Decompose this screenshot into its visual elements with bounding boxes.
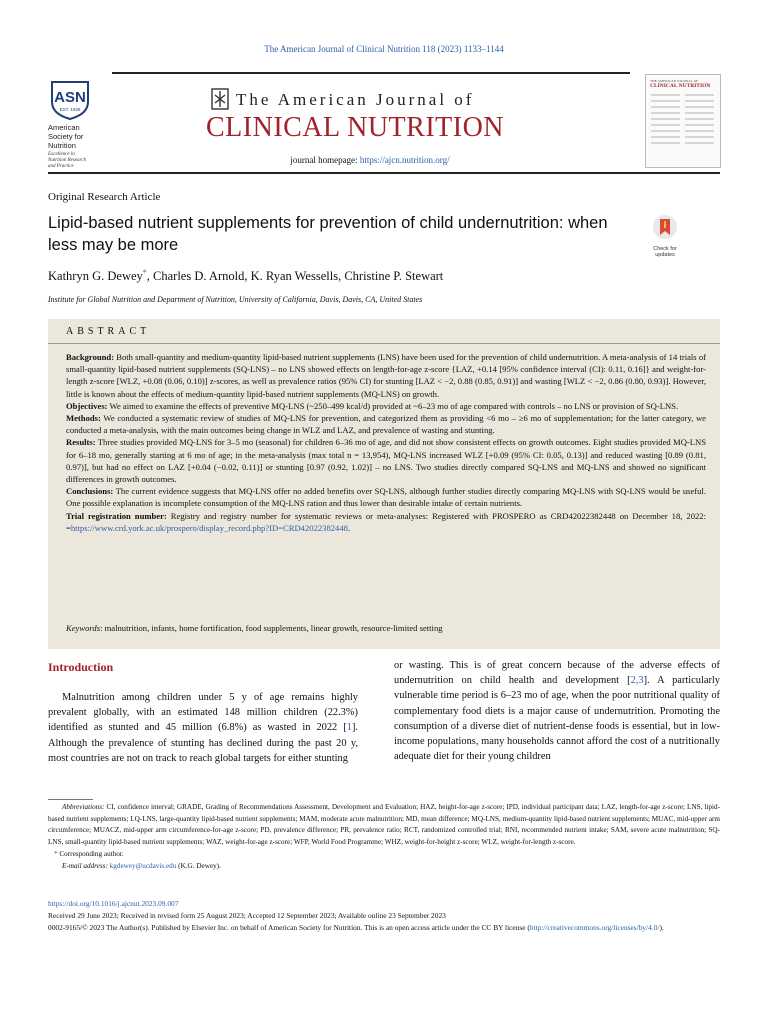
- journal-emblem-icon: [209, 86, 231, 112]
- society-tagline-line: and Practice: [48, 164, 74, 169]
- abstract-text: The current evidence suggests that MQ-LNS offer no added benefits over SQ-LNS, although further studies directly comparing MQ-LNS with SQ-LNS would be useful. One possible explanation is incomplete consumption of the MQ-LNS ration and thus lower than desirable intake of certain nutrients.: [66, 486, 706, 509]
- cover-title: CLINICAL NUTRITION: [650, 83, 711, 89]
- asn-shield-icon: [48, 80, 92, 120]
- keywords: [66, 623, 706, 633]
- society-name-line: American: [48, 123, 80, 132]
- corresponding-footnote: [48, 849, 720, 861]
- abbrev-label: Abbreviations:: [62, 803, 105, 811]
- article-title: Lipid-based nutrient supplements for prevention of child undernutrition: when less may be more: [48, 214, 608, 254]
- introduction-heading: Introduction: [48, 660, 114, 674]
- society-name-line: Nutrition: [48, 141, 76, 150]
- journal-title-line1: The American Journal of: [236, 90, 475, 109]
- check-updates-line: Check for: [653, 246, 677, 252]
- email-link[interactable]: kgdewey@ucdavis.edu: [109, 861, 177, 870]
- check-for-updates-badge[interactable]: [645, 213, 685, 258]
- email-footnote: [48, 861, 720, 873]
- society-tagline-line: Excellence in: [48, 152, 75, 157]
- abstract-label: Trial registration number:: [66, 510, 167, 521]
- prospero-link[interactable]: https://www.crd.york.ac.uk/prospero/display_record.php?ID=CRD42022382448: [70, 522, 348, 533]
- abbreviations-footnote: [48, 802, 720, 849]
- author-affiliation: Institute for Global Nutrition and Department of Nutrition, University of California, Davis, Davis, CA, United States: [48, 295, 423, 304]
- footnote-rule: [48, 799, 93, 800]
- abstract-label: Objectives:: [66, 400, 108, 411]
- abstract-label: Results:: [66, 437, 96, 448]
- publication-info: [48, 898, 720, 934]
- header-rule-top: [112, 72, 630, 74]
- abstract-conclusions: [66, 485, 706, 509]
- homepage-link[interactable]: https://ajcn.nutrition.org/: [359, 155, 450, 165]
- abstract-heading: ABSTRACT: [66, 326, 151, 337]
- author-list: [48, 268, 443, 284]
- citation-link[interactable]: 1: [346, 722, 352, 734]
- abbrev-text: CI, confidence interval; GRADE, Grading of Recommendations Assessment, Development and Evaluation; HAZ, height-for-age z-score; IPD, individual participant data; LAZ, length-for-age z-score; LNS, lipid-based nutrient supplements; LQ-LNS, large-quantity lipid-based nutrient supplements; MAM, moderate acute malnutrition; MD, mean difference; MQ-LNS, medium-quantity lipid-based nutrient supplements; MUAC, mid-upper arm circumference; MUACZ, mid-upper arm circumference-for-age z-score; PD, prevalence difference; PR, prevalence ratio; RCT, randomized controlled trial; RNI, recommended nutrient intake; SAM, severe acute malnutrition; SQ-LNS, small-quantity lipid-based nutrient supplements; WAZ, weight-for-age z-score; WFP, World Food Programme; WHZ, weight-for-height z-score; WLZ, weight-for-length z-score.: [48, 803, 720, 847]
- abstract-text: Registry and registry number for systematic reviews or meta-analyses: Registered with PROSPERO as CRD42022382448 on December 18, 2022: =: [66, 510, 706, 533]
- header-rule-bottom: [48, 172, 720, 174]
- intro-text: or wasting. This is of great concern because of the adverse effects of undernutrition on child health and development [: [394, 660, 720, 687]
- abstract-text: Both small-quantity and medium-quantity lipid-based nutrient supplements (LNS) have been used for the prevention of child undernutrition. A meta-analysis of 14 trials of small-quantity lipid-based nutrient supplements (SQ-LNS) – no LNS showed effects on length-for-age z-score {LAZ, +0.14 [95% confidence interval (CI): 0.11, 0.16]} and weight-for-length z-score [WLZ, +0.08 (0.06, 0.10)] z-scores, as well as prevalence ratios (95% CI) for stunting [LAZ < −2, 0.88 (0.85, 0.91)] and wasting [WLZ < −2, 0.86 (0.80, 0.93)]. However, little is known about the effects of medium-quantity lipid-based nutrient supplements (MQ-LNS) on growth.: [66, 352, 706, 399]
- abstract-divider: [48, 343, 720, 344]
- check-updates-line: updates: [655, 252, 675, 258]
- corresponding-author-mark[interactable]: *: [142, 268, 147, 277]
- abstract-trial: [66, 510, 706, 534]
- doi-link[interactable]: https://doi.org/10.1016/j.ajcnut.2023.09.007: [48, 899, 179, 908]
- journal-cover-thumbnail[interactable]: [645, 74, 721, 168]
- homepage-label: journal homepage:: [290, 155, 360, 165]
- cover-text-lines: [646, 89, 720, 157]
- intro-text: ]. A particularly vulnerable time period is 6–23 mo of age, when the poor nutritional quality of complementary food diets is a major cause of undernutrition. Promoting the consumption of a diverse diet of nutrient-dense foods is essential, but in low-income populations, many households cannot afford the cost of a nutritionally adequate diet for their young children: [394, 675, 721, 763]
- intro-column-right: [394, 658, 720, 764]
- abstract-results: [66, 436, 706, 485]
- license-statement: [48, 922, 720, 934]
- intro-text: Malnutrition among children under 5 y of age remains highly prevalent globally, with an estimated 148 million children (22.3%) identified as stunted and 45 million (6.8%) as wasted in 2022 [: [48, 692, 358, 734]
- bookmark-icon: [645, 213, 685, 241]
- abstract-label: Methods:: [66, 413, 101, 424]
- author-rest: , Charles D. Arnold, K. Ryan Wessells, Christine P. Stewart: [146, 269, 444, 284]
- keywords-label: Keywords: [66, 623, 101, 633]
- intro-paragraph: [394, 658, 720, 764]
- license-text: 0002-9165/© 2023 The Author(s). Published by Elsevier Inc. on behalf of American Society for Nutrition. This is an open access article under the CC BY license (: [48, 923, 530, 932]
- email-owner: (K.G. Dewey).: [176, 861, 221, 870]
- publication-dates: Received 29 June 2023; Received in revised form 25 August 2023; Accepted 12 September 2023; Available online 23 September 2023: [48, 911, 446, 920]
- license-link[interactable]: http://creativecommons.org/licenses/by/4.0/: [529, 923, 660, 932]
- corresponding-text: Corresponding author.: [57, 849, 124, 858]
- society-tagline-line: Nutrition Research: [48, 158, 87, 163]
- abstract-background: [66, 351, 706, 400]
- footnotes: [48, 802, 720, 872]
- intro-paragraph: [48, 690, 358, 766]
- asn-logo: [48, 80, 92, 125]
- article-type: Original Research Article: [48, 191, 161, 203]
- cover-title-small: THE AMERICAN JOURNAL OF: [650, 79, 699, 83]
- abstract-methods: [66, 412, 706, 436]
- abstract-label: Conclusions:: [66, 486, 114, 497]
- intro-text: ]. Although the prevalence of stunting has declined during the past 20 y, most countries are not on track to reach global targets for either stunting: [48, 722, 358, 764]
- intro-column-left: [48, 690, 358, 766]
- keywords-text: : malnutrition, infants, home fortification, food supplements, linear growth, resource-limited setting: [100, 623, 443, 633]
- abstract-text: .: [347, 522, 351, 533]
- abstract-body: [66, 351, 706, 534]
- society-name: [48, 123, 83, 150]
- email-label: E-mail address:: [62, 861, 108, 870]
- asn-est: EST. 1928: [59, 107, 81, 112]
- abstract-label: Background:: [66, 352, 115, 362]
- corresponding-mark: *: [54, 849, 58, 858]
- journal-title-line2: CLINICAL NUTRITION: [206, 112, 505, 143]
- abstract-text: Three studies provided MQ-LNS for 3–5 mo (seasonal) for children 6–36 mo of age, and did not show consistent effects on growth outcomes. Eight studies provided MQ-LNS for 6–18 mo, generally starting at 6 mo of age; in the meta-analysis (max total n = 13,954), MQ-LNS increased WLZ [+0.09 (95% CI: 0.05, 0.13)] and reduced wasting [0.89 (0.81, 0.97)], but had no effect on LAZ [+0.04 (−0.02, 0.11)] or stunting [0.97 (0.92, 1.02)] – no LNS. Two studies directly compared SQ-LNS and MQ-LNS and showed no significant differences in growth outcomes.: [66, 437, 706, 485]
- citation-link[interactable]: 2,3: [630, 675, 644, 687]
- society-name-line: Society for: [48, 132, 84, 141]
- journal-homepage: [0, 155, 740, 165]
- citation-header[interactable]: The American Journal of Clinical Nutrition 118 (2023) 1133–1144: [264, 44, 504, 54]
- author-first[interactable]: Kathryn G. Dewey: [48, 269, 143, 284]
- abstract-text: We conducted a systematic review of studies of MQ-LNS for prevention, and categorized them as providing <6 mo – ≥6 mo of supplementation; for the latter category, we conducted a meta-analysis, with the main outcomes being change in WLZ and LAZ, and prevalence of wasting and stunting.: [66, 413, 706, 436]
- license-text: ).: [659, 923, 664, 932]
- asn-abbrev: ASN: [54, 89, 86, 106]
- abstract-text: We aimed to examine the effects of preventive MQ-LNS (~250–499 kcal/d) provided at ~6–23 mo of age compared with controls – no LNS or provision of SQ-LNS.: [107, 400, 679, 411]
- abstract-objectives: [66, 400, 706, 412]
